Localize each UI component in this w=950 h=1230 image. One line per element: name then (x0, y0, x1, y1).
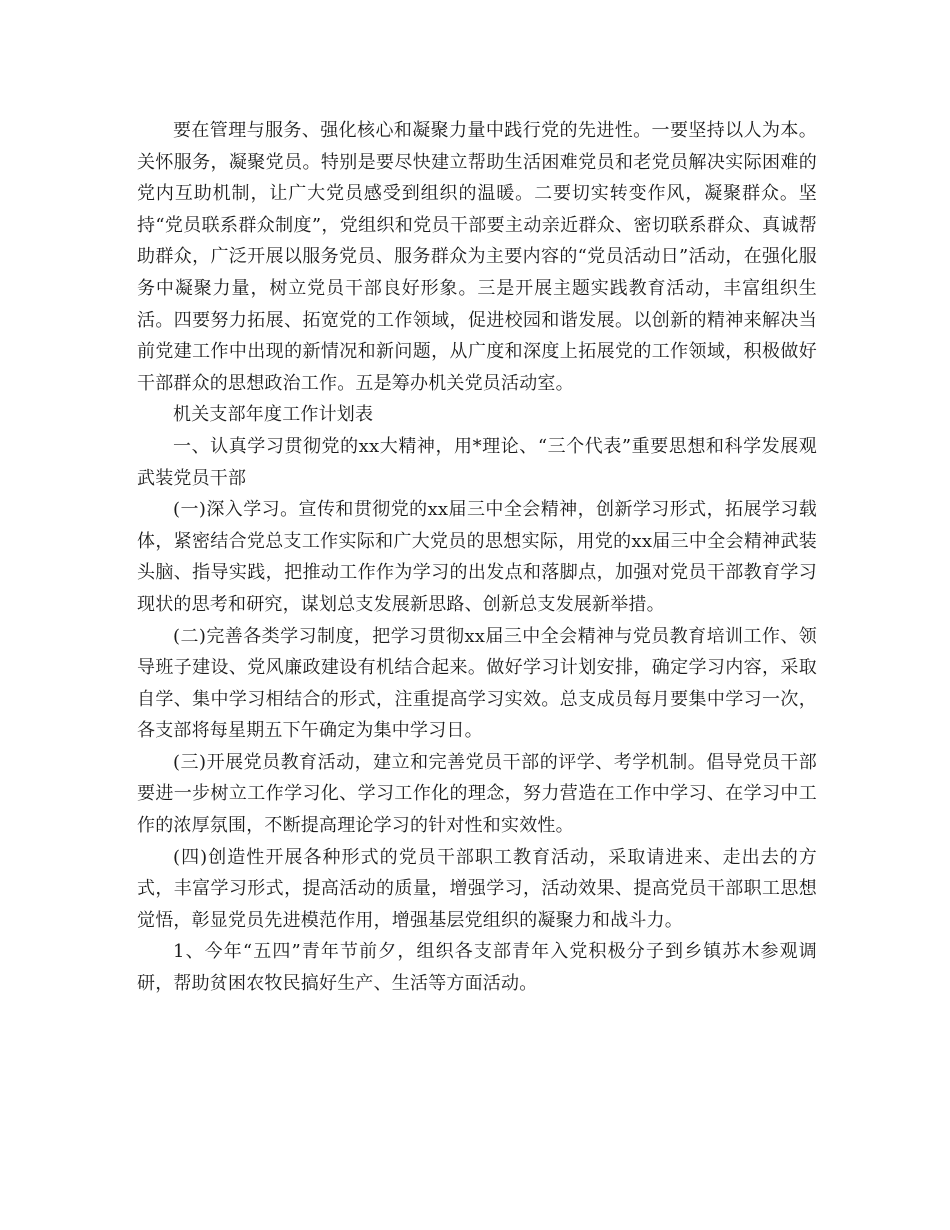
paragraph-subitem-1: 1、今年“五四”青年节前夕，组织各支部青年入党积极分子到乡镇苏木参观调研，帮助贫困农牧民搞好生产、生活等方面活动。 (137, 941, 817, 995)
document-body (137, 115, 817, 1000)
plan-title: 机关支部年度工作计划表 (173, 404, 374, 426)
paragraph-item-2: (二)完善各类学习制度，把学习贯彻xx届三中全会精神与党员教育培训工作、领导班子建设、党风廉政建设有机结合起来。做好学习计划安排，确定学习内容，采取自学、集中学习相结合的形式，注重提高学习实效。总支成员每月要集中学习一次，各支部将每星期五下午确定为集中学习日。 (137, 625, 817, 742)
paragraph-item-3: (三)开展党员教育活动，建立和完善党员干部的评学、考学机制。倡导党员干部要进一步树立工作学习化、学习工作化的理念，努力营造在工作中学习、在学习中工作的浓厚氛围，不断提高理论学习的针对性和实效性。 (137, 751, 817, 837)
paragraph-party-advancement: 要在管理与服务、强化核心和凝聚力量中践行党的先进性。一要坚持以人为本。关怀服务，凝聚党员。特别是要尽快建立帮助生活困难党员和老党员解决实际困难的党内互助机制，让广大党员感受到组织的温暖。二要切实转变作风，凝聚群众。坚持“党员联系群众制度”，党组织和党员干部要主动亲近群众、密切联系群众、真诚帮助群众，广泛开展以服务党员、服务群众为主要内容的“党员活动日”活动，在强化服务中凝聚力量，树立党员干部良好形象。三是开展主题实践教育活动，丰富组织生活。四要努力拓展、拓宽党的工作领域，促进校园和谐发展。以创新的精神来解决当前党建工作中出现的新情况和新问题，从广度和深度上拓展党的工作领域，积极做好干部群众的思想政治工作。五是筹办机关党员活动室。 (137, 120, 817, 394)
section-heading-1: 一、认真学习贯彻党的xx大精神，用*理论、“三个代表”重要思想和科学发展观武装党员干部 (137, 435, 817, 489)
paragraph-item-4: (四)创造性开展各种形式的党员干部职工教育活动，采取请进来、走出去的方式，丰富学习形式，提高活动的质量，增强学习，活动效果、提高党员干部职工思想觉悟，彰显党员先进模范作用，增强基层党组织的凝聚力和战斗力。 (137, 846, 817, 931)
paragraph-item-1: (一)深入学习。宣传和贯彻党的xx届三中全会精神，创新学习形式，拓展学习载体，紧密结合党总支工作实际和广大党员的思想实际，用党的xx届三中全会精神武装头脑、指导实践，把推动工作作为学习的出发点和落脚点，加强对党员干部教育学习现状的思考和研究，谋划总支发展新思路、创新总支发展新举措。 (137, 499, 817, 615)
